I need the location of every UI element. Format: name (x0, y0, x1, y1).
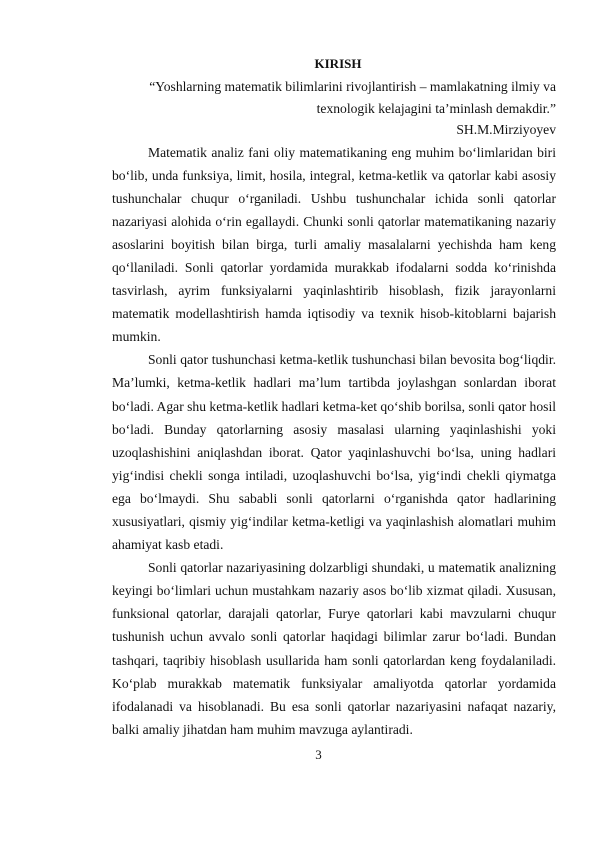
epigraph-line-2: texnologik kelajagini ta’minlash demakdir.” (316, 100, 556, 116)
page-content (112, 56, 556, 741)
paragraph: Sonli qator tushunchasi ketma-ketlik tushunchasi bilan bevosita bog‘liqdir. Ma’lumki, ketma-ketlik hadlari ma’lum tartibda joylashgan sonlardan iborat bo‘ladi. Agar shu ketma-ketlik hadlari ketma-ket qo‘shib borilsa, sonli qator hosil bo‘ladi. Bunday qatorlarning asosiy masalasi ularning yaqinlashishi yoki uzoqlashishini aniqlashdan iborat. Qator yaqinlashuvchi bo‘lsa, uning hadlari yig‘indisi chekli songa intiladi, uzoqlashuvchi bo‘lsa, yig‘indi chekli qiymatga ega bo‘lmaydi. Shu sababli sonli qatorlarni o‘rganishda qator hadlarining xususiyatlari, qismiy yig‘indilar ketma-ketligi va yaqinlashish alomatlari muhim ahamiyat kasb etadi. (112, 352, 556, 553)
page-number: 3 (315, 747, 322, 762)
section-title: KIRISH (314, 56, 362, 71)
paragraph: Matematik analiz fani oliy matematikaning eng muhim bo‘limlaridan biri bo‘lib, unda funksiya, limit, hosila, integral, ketma-ketlik va qatorlar kabi asosiy tushunchalar chuqur o‘rganiladi. Ushbu tushunchalar ichida sonli qatorlar nazariyasi alohida o‘rin egallaydi. Chunki sonli qatorlar matematikaning nazariy asoslarini boyitish bilan birga, turli amaliy masalalarni yechishda ham keng qo‘llaniladi. Sonli qatorlar yordamida murakkab ifodalarni sodda ko‘rinishda tasvirlash, ayrim funksiyalarni yaqinlashtirib hisoblash, fizik jarayonlarni matematik modellashtirish hamda iqtisodiy va texnik hisob-kitoblarni bajarish mumkin. (112, 144, 556, 345)
epigraph-author: SH.M.Mirziyoyev (456, 122, 556, 137)
epigraph-line-1: “Yoshlarning matematik bilimlarini rivojlantirish – mamlakatning ilmiy va (149, 79, 556, 94)
paragraph: Sonli qatorlar nazariyasining dolzarbligi shundaki, u matematik analizning keyingi bo‘limlari uchun mustahkam nazariy asos bo‘lib xizmat qiladi. Xususan, funksional qatorlar, darajali qatorlar, Furye qatorlari kabi mavzularni chuqur tushunish uchun avvalo sonli qatorlar haqidagi bilimlar zarur bo‘ladi. Bundan tashqari, taqribiy hisoblash usullarida ham sonli qatorlardan keng foydalaniladi. Ko‘plab murakkab matematik funksiyalar amaliyotda qatorlar yordamida ifodalanadi va hisoblanadi. Bu esa sonli qatorlar nazariyasini nafaqat nazariy, balki amaliy jihatdan ham muhim mavzuga aylantiradi. (112, 560, 556, 737)
epigraph (112, 76, 556, 141)
